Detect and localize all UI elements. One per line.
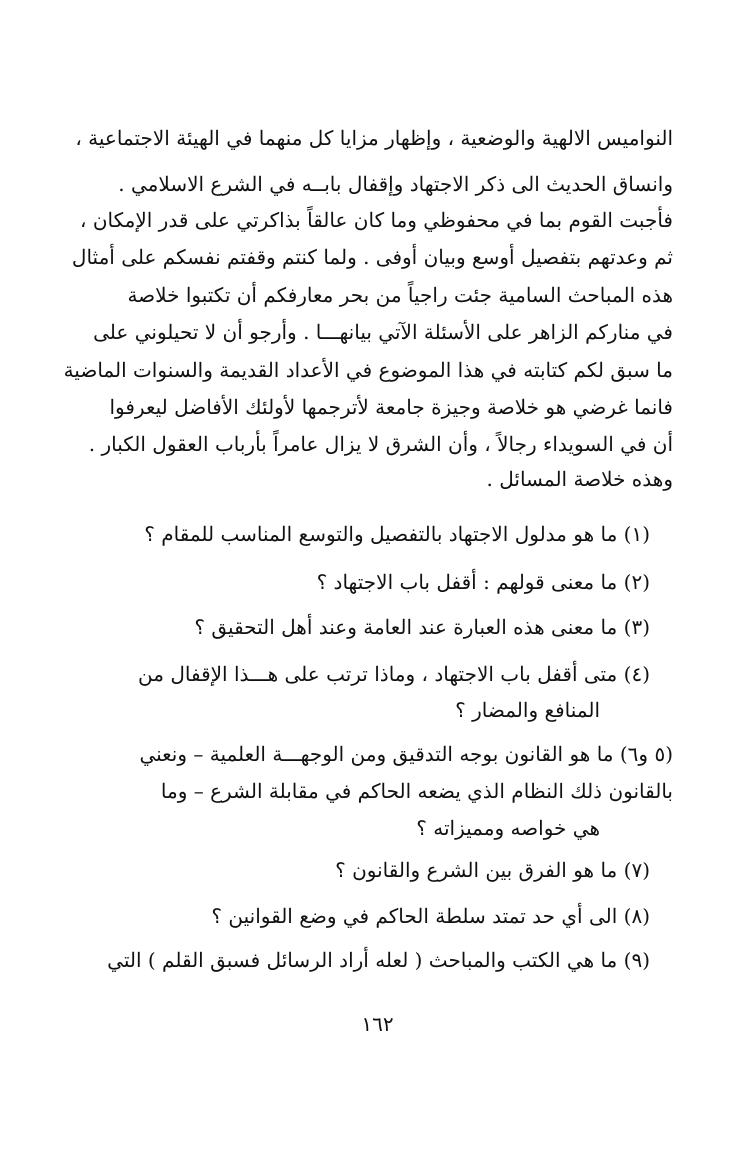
page-number: ١٦٢ bbox=[361, 1012, 394, 1036]
question-2: (٢) ما معنى قولهم : أقفل باب الاجتهاد ؟ bbox=[316, 570, 650, 594]
paragraph-line: فأجبت القوم بما في محفوظي وما كان عالقاً بذاكرتي على قدر الإمكان ، bbox=[80, 208, 673, 232]
paragraph-line: ما سبق لكم كتابته في هذا الموضوع في الأعداد القديمة والسنوات الماضية bbox=[63, 358, 673, 382]
question-5-6-continuation: بالقانون ذلك النظام الذي يضعه الحاكم في مقابلة الشرع – وما bbox=[160, 779, 673, 803]
question-7: (٧) ما هو الفرق بين الشرع والقانون ؟ bbox=[335, 858, 650, 882]
question-1: (١) ما هو مدلول الاجتهاد بالتفصيل والتوسع المناسب للمقام ؟ bbox=[144, 522, 650, 546]
paragraph-line: وهذه خلاصة المسائل . bbox=[486, 467, 673, 491]
paragraph-line: فانما غرضي هو خلاصة وجيزة جامعة لأترجمها لأولئك الأفاضل ليعرفوا bbox=[109, 395, 673, 419]
paragraph-line: أن في السويداء رجالاً ، وأن الشرق لا يزال عامراً بأرباب العقول الكبار . bbox=[88, 432, 673, 456]
question-5-6-continuation: هي خواصه ومميزاته ؟ bbox=[416, 816, 600, 840]
question-9: (٩) ما هي الكتب والمباحث ( لعله أراد الرسائل فسبق القلم ) التي bbox=[107, 948, 650, 972]
paragraph-line: هذه المباحث السامية جئت راجياً من بحر معارفكم أن تكتبوا خلاصة bbox=[127, 283, 673, 307]
question-8: (٨) الى أي حد تمتد سلطة الحاكم في وضع القوانين ؟ bbox=[211, 904, 650, 928]
paragraph-line: في منارکم الزاهر على الأسئلة الآتي بيانهـــا . وأرجو أن لا تحيلوني على bbox=[93, 320, 673, 344]
paragraph-line: وانساق الحديث الى ذكر الاجتهاد وإقفال بابــه في الشرع الاسلامي . bbox=[118, 172, 673, 196]
question-5-6: (٥ و٦) ما هو القانون بوجه التدقيق ومن الوجهـــة العلمية – ونعني bbox=[139, 742, 673, 766]
question-4-continuation: المنافع والمضار ؟ bbox=[455, 698, 600, 722]
question-3: (٣) ما معنى هذه العبارة عند العامة وعند أهل التحقيق ؟ bbox=[194, 615, 650, 639]
paragraph-line: ثم وعدتهم بتفصيل أوسع وبيان أوفى . ولما كنتم وقفتم نفسكم على أمثال bbox=[71, 245, 673, 269]
paragraph-line: النواميس الالهية والوضعية ، وإظهار مزايا كل منهما في الهيئة الاجتماعية ، bbox=[75, 126, 673, 150]
question-4: (٤) متى أقفل باب الاجتهاد ، وماذا ترتب على هـــذا الإقفال من bbox=[138, 662, 650, 686]
